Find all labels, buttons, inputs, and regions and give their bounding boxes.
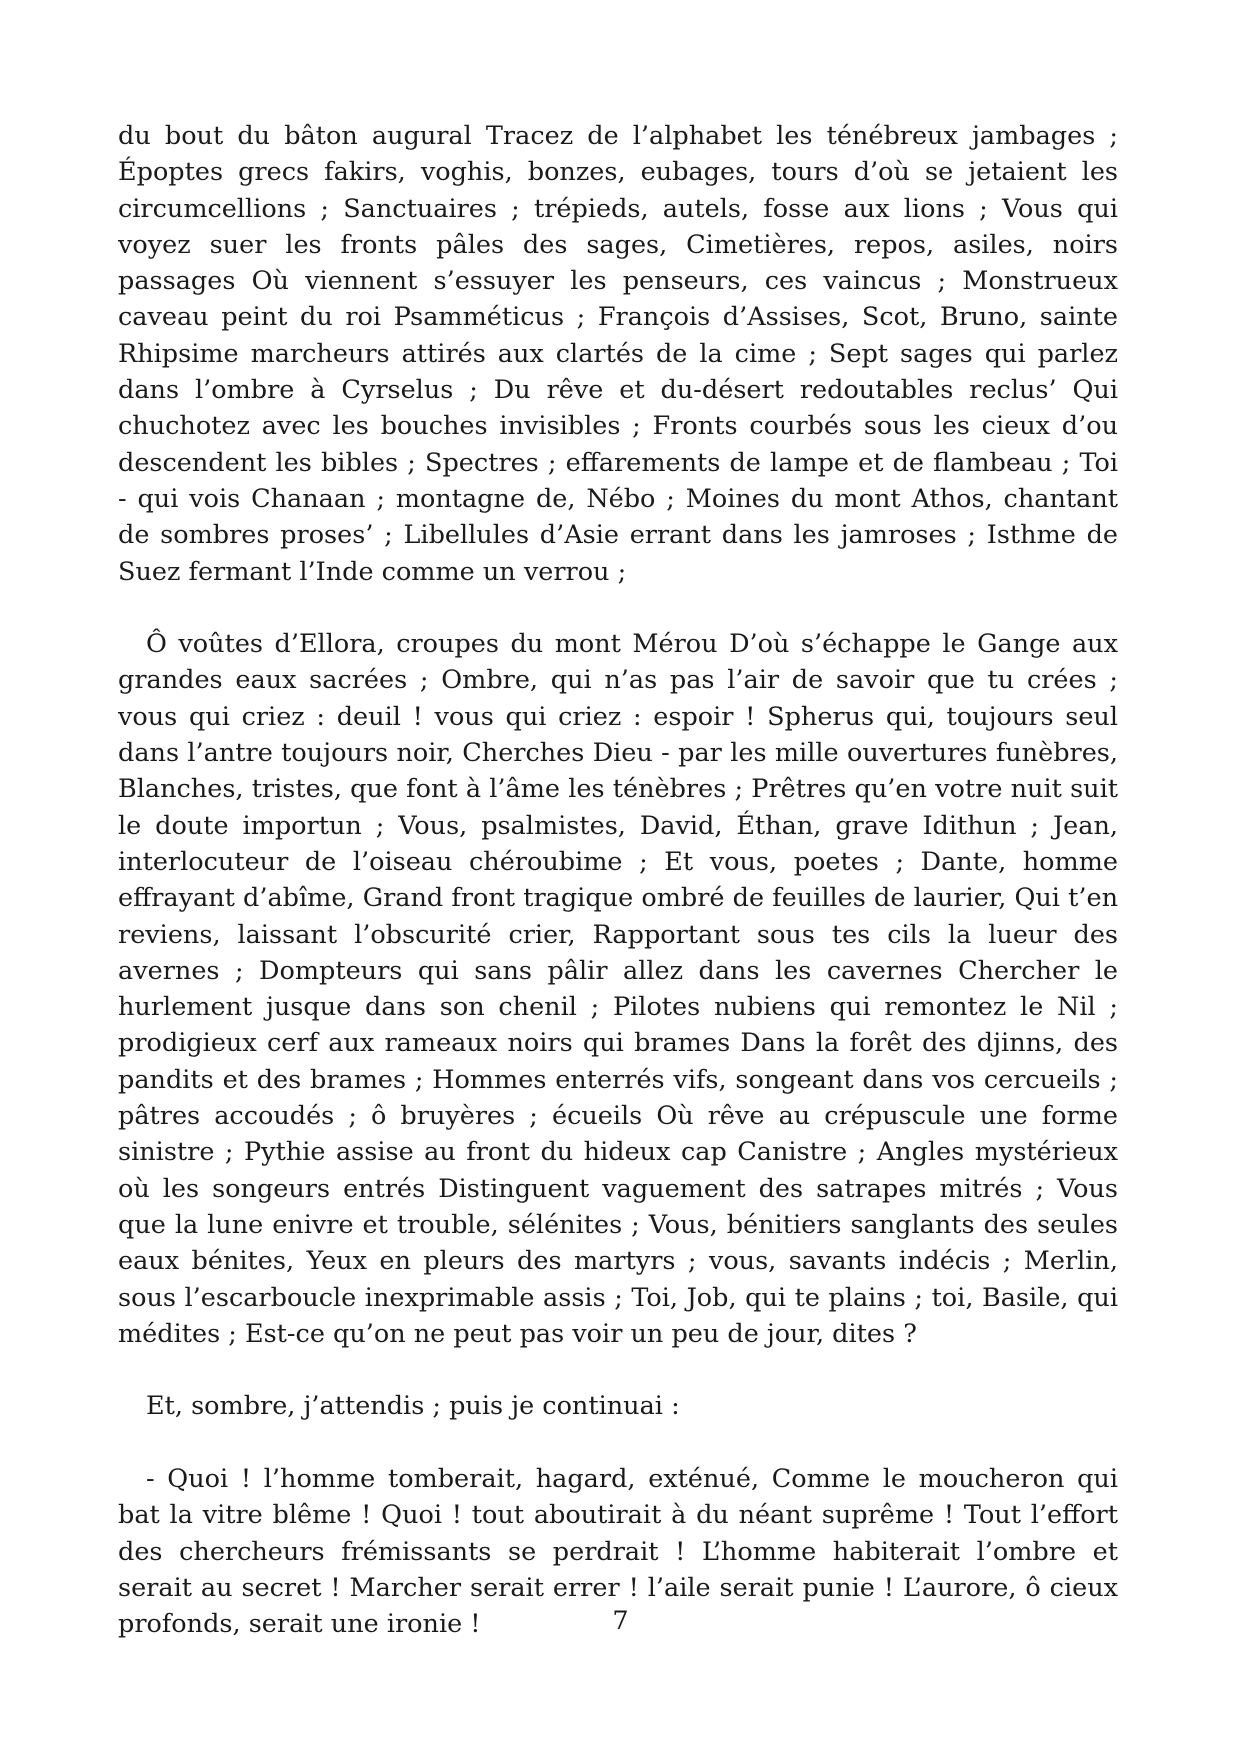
paragraph-4: - Quoi ! l’homme tomberait, hagard, exténué, Comme le moucheron qui bat la vitre blême ! Quoi ! tout aboutirait à du néant suprême ! Tout l’effort des chercheurs frémissants se perdrait ! L’homme habiterait l’ombre et serait au secret ! Marcher serait errer ! l’aile serait punie ! L’aurore, ô cieux profonds, serait une ironie ! <box>118 1463 1118 1640</box>
body-text <box>118 118 1118 1642</box>
page-number: 7 <box>612 1606 629 1636</box>
paragraph-3: Et, sombre, j’attendis ; puis je continuai : <box>146 1391 680 1422</box>
paragraph-2: Ô voûtes d’Ellora, croupes du mont Mérou D’où s’échappe le Gange aux grandes eaux sacrées ; Ombre, qui n’as pas l’air de savoir que tu crées ; vous qui criez : deuil ! vous qui criez : espoir ! Spherus qui, toujours seul dans l’antre toujours noir, Cherches Dieu - par les mille ouvertures funèbres, Blanches, tristes, que font à l’âme les ténèbres ; Prêtres qu’en votre nuit suit le doute importun ; Vous, psalmistes, David, Éthan, grave Idithun ; Jean, interlocuteur de l’oiseau chéroubime ; Et vous, poetes ; Dante, homme effrayant d’abîme, Grand front tragique ombré de feuilles de laurier, Qui t’en reviens, laissant l’obscurité crier, Rapportant sous tes cils la lueur des avernes ; Dompteurs qui sans pâlir allez dans les cavernes Chercher le hurlement jusque dans son chenil ; Pilotes nubiens qui remontez le Nil ; prodigieux cerf aux rameaux noirs qui brames Dans la forêt des djinns, des pandits et des brames ; Hommes enterrés vifs, songeant dans vos cercueils ; pâtres accoudés ; ô bruyères ; écueils Où rêve au crépuscule une forme sinistre ; Pythie assise au front du hideux cap Canistre ; Angles mystérieux où les songeurs entrés Distinguent vaguement des satrapes mitrés ; Vous que la lune enivre et trouble, sélénites ; Vous, bénitiers sanglants des seules eaux bénites, Yeux en pleurs des martyrs ; vous, savants indécis ; Merlin, sous l’escarboucle inexprimable assis ; Toi, Job, qui te plains ; toi, Basile, qui médites ; Est-ce qu’on ne peut pas voir un peu de jour, dites ? <box>118 629 1118 1349</box>
paragraph-1: du bout du bâton augural Tracez de l’alphabet les ténébreux jambages ; Époptes grecs fakirs, voghis, bonzes, eubages, tours d’où se jetaient les circumcellions ; Sanctuaires ; trépieds, autels, fosse aux lions ; Vous qui voyez suer les fronts pâles des sages, Cimetières, repos, asiles, noirs passages Où viennent s’essuyer les penseurs, ces vaincus ; Monstrueux caveau peint du roi Psamméticus ; François d’Assises, Scot, Bruno, sainte Rhipsime marcheurs attirés aux clartés de la cime ; Sept sages qui parlez dans l’ombre à Cyrselus ; Du rêve et du-désert redoutables reclus’ Qui chuchotez avec les bouches invisibles ; Fronts courbés sous les cieux d’ou descendent les bibles ; Spectres ; effarements de lampe et de flambeau ; Toi - qui vois Chanaan ; montagne de, Nébo ; Moines du mont Athos, chantant de sombres proses’ ; Libellules d’Asie errant dans les jamroses ; Isthme de Suez fermant l’Inde comme un verrou ; <box>118 121 1118 587</box>
